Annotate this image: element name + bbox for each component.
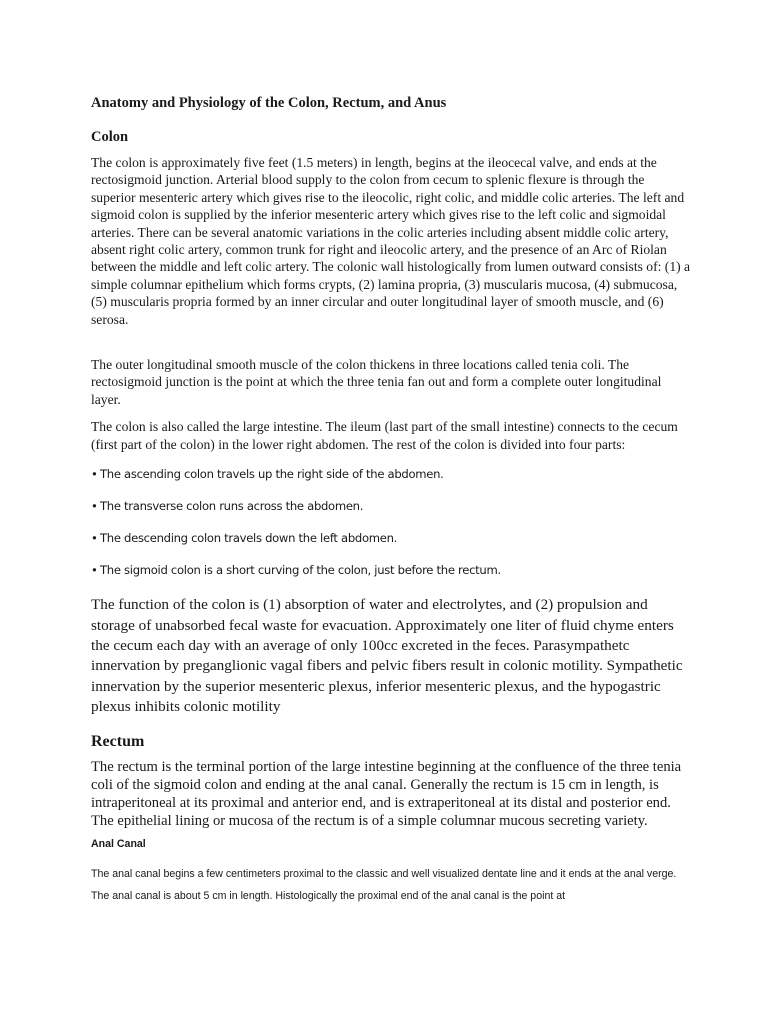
list-item: [91, 499, 691, 514]
colon-function-paragraph: The function of the colon is (1) absorption of water and electrolytes, and (2) propulsion and storage of unabsorbed fecal waste for evacuation. Approximately one liter of fluid chyme enters the cecum each day with an average of only 100cc excreted in the feces. Parasympathetc innervation by preganglionic vagal fibers and pelvic fibers result in colonic motility. Sympathetic innervation by the superior mesenteric plexus, inferior mesenteric plexus, and the hypogastric plexus inhibits colonic motility: [91, 596, 683, 716]
rectum-paragraph: The rectum is the terminal portion of the large intestine beginning at the confluence of the three tenia coli of the sigmoid colon and ending at the anal canal. Generally the rectum is 15 cm in length, is intraperitoneal at its proximal and anterior end, and is extraperitoneal at its distal and posterior end. The epithelial lining or mucosa of the rectum is of a simple columnar mucous secreting variety.: [91, 758, 682, 830]
anal-canal-paragraph: The anal canal begins a few centimeters proximal to the classic and well visualized dentate line and it ends at the anal verge. The anal canal is about 5 cm in length. Histologically the proximal end of the anal canal is the point at: [91, 868, 677, 903]
list-item: [91, 531, 691, 546]
bullet-icon: •: [91, 563, 98, 578]
colon-parts-list: [91, 467, 691, 578]
colon-paragraph-3: The colon is also called the large intestine. The ileum (last part of the small intestine) connects to the cecum (first part of the colon) in the lower right abdomen. The rest of the colon is divided into four parts:: [91, 419, 678, 452]
section-heading-colon: Colon: [91, 129, 129, 145]
list-item-text: The descending colon travels down the left abdomen.: [100, 531, 398, 546]
section-heading-rectum: Rectum: [91, 732, 145, 750]
list-item-text: The transverse colon runs across the abdomen.: [100, 499, 364, 514]
bullet-icon: •: [91, 531, 98, 546]
bullet-icon: •: [91, 499, 98, 514]
document-title: Anatomy and Physiology of the Colon, Rectum, and Anus: [91, 95, 447, 111]
colon-paragraph-1: The colon is approximately five feet (1.5 meters) in length, begins at the ileocecal valve, and ends at the rectosigmoid junction. Arterial blood supply to the colon from cecum to splenic flexure is through the superior mesenteric artery which gives rise to the ileocolic, right colic, and middle colic arteries. The left and sigmoid colon is supplied by the inferior mesenteric artery which gives rise to the left colic and sigmoidal arteries. There can be several anatomic variations in the colic arteries including absent middle colic artery, absent right colic artery, common trunk for right and ileocolic artery, and the presence of an Arc of Riolan between the middle and left colic artery. The colonic wall histologically from lumen outward consists of: (1) a simple columnar epithelium which forms crypts, (2) lamina propria, (3) muscularis mucosa, (4) submucosa, (5) muscularis propria formed by an inner circular and outer longitudinal layer of smooth muscle, and (6) serosa.: [91, 155, 691, 327]
document-page: [91, 94, 691, 907]
bullet-icon: •: [91, 467, 98, 482]
list-item: [91, 467, 691, 482]
list-item-text: The ascending colon travels up the right side of the abdomen.: [100, 467, 444, 482]
colon-paragraph-2: The outer longitudinal smooth muscle of the colon thickens in three locations called tenia coli. The rectosigmoid junction is the point at which the three tenia fan out and form a complete outer longitudinal layer.: [91, 357, 662, 407]
list-item-text: The sigmoid colon is a short curving of the colon, just before the rectum.: [100, 563, 501, 578]
section-heading-anal-canal: Anal Canal: [91, 838, 146, 851]
list-item: [91, 563, 691, 578]
